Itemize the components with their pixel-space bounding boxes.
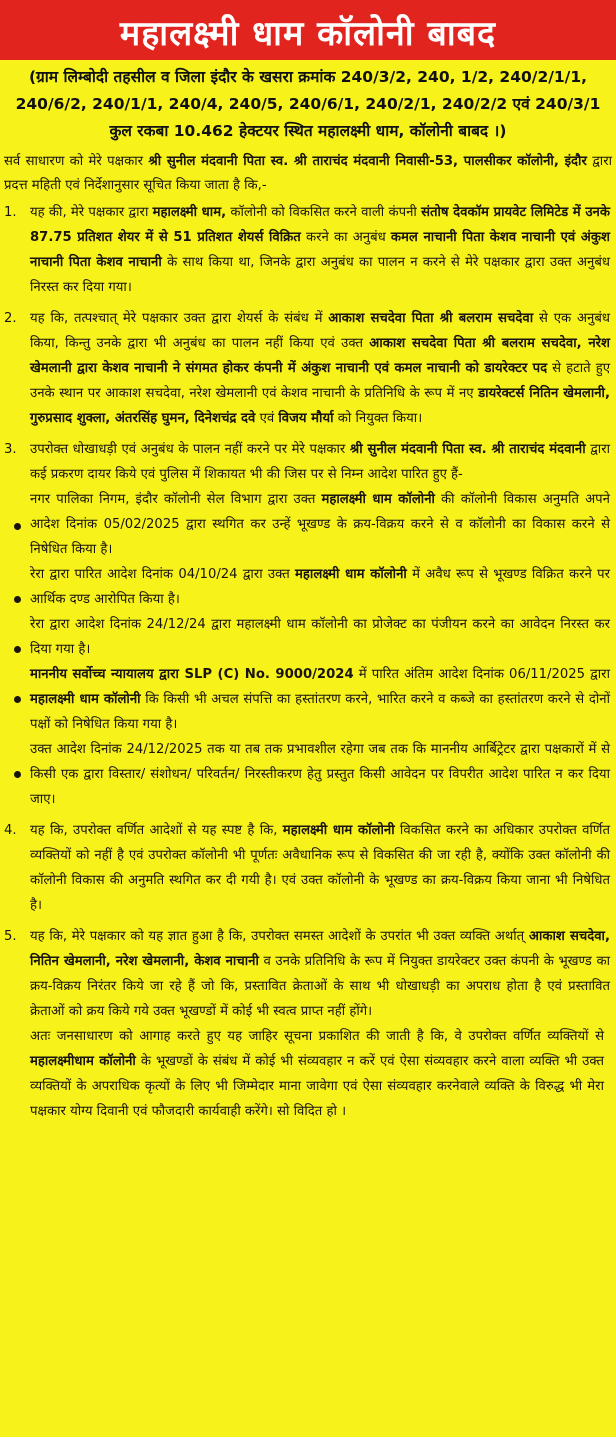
point-5 [4,924,610,1024]
point-bold: महालक्ष्मी धाम, [152,205,227,220]
point-text: करने का अनुबंध [300,230,391,245]
bullet-icon [14,596,21,603]
order-4 [4,662,610,737]
point-bold: महालक्ष्मी धाम कॉलोनी [282,823,395,838]
order-text: उक्त आदेश दिनांक 24/12/2025 तक या तब तक प्रभावशील रहेगा जब तक कि माननीय आर्बिट्रेटर द्वारा पक्षकारों में से किसी एक द्वारा विस्तार/ संशोधन/ परिवर्तन/ निरस्तीकरण हेतु प्रस्तुत किसी आवेदन पर विपरीत आदेश पारित न कर दिया जाए। [30,742,610,807]
notice-subject: (ग्राम लिम्बोदी तहसील व जिला इंदौर के खसरा क्रमांक 240/3/2, 240, 1/2, 240/2/1/1, 240/6/2, 240/1/1, 240/4, 240/5, 240/6/1, 240/2/1, 240/2/2 एवं 240/3/1 कुल रकबा 10.462 हेक्टयर स्थित महालक्ष्मी धाम, कॉलोनी बाबद ।) [15,68,601,140]
closing-text: के भूखण्डों के संबंध में कोई भी संव्यवहार न करें एवं ऐसा संव्यवहार करने वाला व्यक्ति भी उक्त व्यक्तियों के अपराधिक कृत्यों के लिए भी जिम्मेदार माना जावेगा एवं ऐसा संव्यवहार करनेवाले व्यक्ति के विरुद्ध भी मेरा पक्षकार योग्य दिवानी एवं फौजदारी कार्यवाही करेंगे। सो विदित हो । [30,1054,604,1119]
top-red-strip [0,0,616,8]
point-3 [4,437,610,487]
order-2 [4,562,610,612]
point-number: 5. [4,929,17,944]
order-3 [4,612,610,662]
intro-client-name: श्री सुनील मंदवानी पिता स्व. श्री ताराचंद मंदवानी निवासी-53, पालसीकर कॉलोनी, इंदौर [148,154,587,169]
point-number: 4. [4,823,17,838]
point-number: 2. [4,311,17,326]
bullet-icon [14,696,21,703]
point-text: से हटाते हुए उनके स्थान पर आकाश सचदेवा, नरेश खेमलानी एवं केशव नाचानी के प्रतिनिधि के रूप में नए [30,361,610,401]
point-bold: आकाश सचदेवा पिता श्री बलराम सचदेवा, नरेश खेमलानी द्वारा केशव नाचानी ने संगमत होकर कंपनी में अंकुश नाचानी एवं कमल नाचानी को डायरेक्टर पद [30,336,610,376]
bullet-icon [14,523,21,530]
point-bold: संतोष देवकॉम प्रायवेट लिमिटेड में उनके 87.75 प्रतिशत शेयर में से 51 प्रतिशत शेयर्स विक्रित [30,205,611,245]
order-bold: महालक्ष्मी धाम कॉलोनी [295,567,407,582]
intro-text-a: सर्व साधारण को मेरे पक्षकार [4,154,149,169]
bullet-icon [14,771,21,778]
order-text: में पारित अंतिम आदेश दिनांक 06/11/2025 द्वारा [353,667,610,682]
point-text: से एक अनुबंध किया, किन्तु उनके द्वारा भी अनुबंध का पालन नहीं किया एवं उक्त [30,311,610,351]
order-text: में अवैध रूप से भूखण्ड विक्रित करने पर आर्थिक दण्ड आरोपित किया है। [30,567,610,607]
point-text: द्वारा कई प्रकरण दायर किये एवं पुलिस में शिकायत भी की जिस पर से निम्न आदेश पारित हुए हैं- [30,442,611,482]
order-text: नगर पालिका निगम, इंदौर कॉलोनी सेल विभाग द्वारा उक्त [30,492,322,507]
notice-title: महालक्ष्मी धाम कॉलोनी बाबद [0,8,616,60]
point-text: व उनके प्रतिनिधि के रूप में नियुक्त डायरेक्टर उक्त कंपनी के भूखण्ड का क्रय-विक्रय निरंतर किये जा रहे हैं जो कि, प्रस्तावित क्रेताओं के साथ भी धोखाधड़ी का अपराध होता है एवं प्रस्तावित क्रेताओं को क्रय किये गये उक्त भूखण्डों में कोई भी स्वत्व प्राप्त नहीं होंगे। [30,954,610,1019]
point-text: विकसित करने का अधिकार उपरोक्त वर्णित व्यक्तियों को नहीं है एवं उपरोक्त कॉलोनी भी पूर्णतः अवैधानिक रूप से विकसित की जा रही है, क्योंकि उक्त कॉलोनी की कॉलोनी विकास की अनुमति स्थगित कर दी गयी है। एवं उक्त कॉलोनी के भूखण्ड का क्रय-विक्रय किया जाना भी निषेधित है। [30,823,610,913]
order-text: की कॉलोनी विकास अनुमति अपने आदेश दिनांक 05/02/2025 द्वारा स्थगित कर उन्हें भूखण्ड के क्रय-विक्रय करने से व कॉलोनी का विकास करने से निषेधित किया है। [30,492,610,557]
point-bold: कमल नाचानी पिता केशव नाचानी एवं अंकुश नाचानी पिता केशव नाचानी [30,230,610,270]
point-text: के साथ किया था, जिनके द्वारा अनुबंध का पालन न करने से मेरे पक्षकार द्वारा उक्त अनुबंध निरस्त कर दिया गया। [30,255,610,295]
point-bold: श्री सुनील मंदवानी पिता स्व. श्री ताराचंद मंदवानी [349,442,586,457]
point-text: यह कि, मेरे पक्षकार को यह ज्ञात हुआ है कि, उपरोक्त समस्त आदेशों के उपरांत भी उक्त व्यक्ति अर्थात् [30,929,529,944]
point-bold: विजय मौर्या [278,411,334,426]
point-text: कॉलोनी को विकसित करने वाली कंपनी [226,205,422,220]
order-1 [4,487,610,562]
closing-bold: महालक्ष्मीधाम कॉलोनी [30,1054,136,1069]
point-number: 1. [4,205,17,220]
order-5 [4,737,610,812]
intro-text-c: द्वारा प्रदत्त महिती एवं निर्देशानुसार सूचित किया जाता है कि,- [4,154,613,193]
point-text: उपरोक्त धोखाधड़ी एवं अनुबंध के पालन नहीं करने पर मेरे पक्षकार [30,442,350,457]
point-text: एवं [255,411,279,426]
point-bold: डायरेक्टर्स नितिन खेमलानी, गुरुप्रसाद शुक्ला, अंतरसिंह घुमन, दिनेशचंद्र दवे [30,386,610,426]
order-text: कि किसी भी अचल संपत्ति का हस्तांतरण करने, भारित करने व कब्जे का हस्तांतरण करने से दोनों पक्षों को निषेधित किया गया है। [30,692,610,732]
notice-intro [0,145,616,200]
notice-points [0,200,616,1124]
point-4 [4,818,610,918]
point-bold: आकाश सचदेवा, नितिन खेमलानी, नरेश खेमलानी, केशव नाचानी [30,929,610,969]
closing-text: अतः जनसाधारण को आगाह करते हुए यह जाहिर सूचना प्रकाशित की जाती है कि, वे उपरोक्त वर्णित व्यक्तियों से [30,1029,604,1044]
point-text: यह की, मेरे पक्षकार द्वारा [30,205,153,220]
order-text: रेरा द्वारा पारित आदेश दिनांक 04/10/24 द्वारा उक्त [30,567,296,582]
point-text: को नियुक्त किया। [333,411,423,426]
point-text: यह कि, तत्पश्चात् मेरे पक्षकार उक्त द्वारा शेयर्स के संबंध में [30,311,329,326]
point-text: यह कि, उपरोक्त वर्णित आदेशों से यह स्पष्ट है कि, [30,823,283,838]
bullet-icon [14,646,21,653]
closing-paragraph [4,1024,610,1124]
point-2 [4,306,610,431]
point-number: 3. [4,442,17,457]
point-1 [4,200,610,300]
point-bold: आकाश सचदेवा पिता श्री बलराम सचदेवा [328,311,534,326]
order-bold: माननीय सर्वोच्च न्यायालय द्वारा SLP (C) No. 9000/2024 [30,667,354,682]
order-bold: महालक्ष्मी धाम कॉलोनी [321,492,435,507]
order-bold: महालक्ष्मी धाम कॉलोनी [30,692,141,707]
order-text: रेरा द्वारा आदेश दिनांक 24/12/24 द्वारा महालक्ष्मी धाम कॉलोनी का प्रोजेक्ट का पंजीयन करने का आवेदन निरस्त कर दिया गया है। [30,617,610,657]
